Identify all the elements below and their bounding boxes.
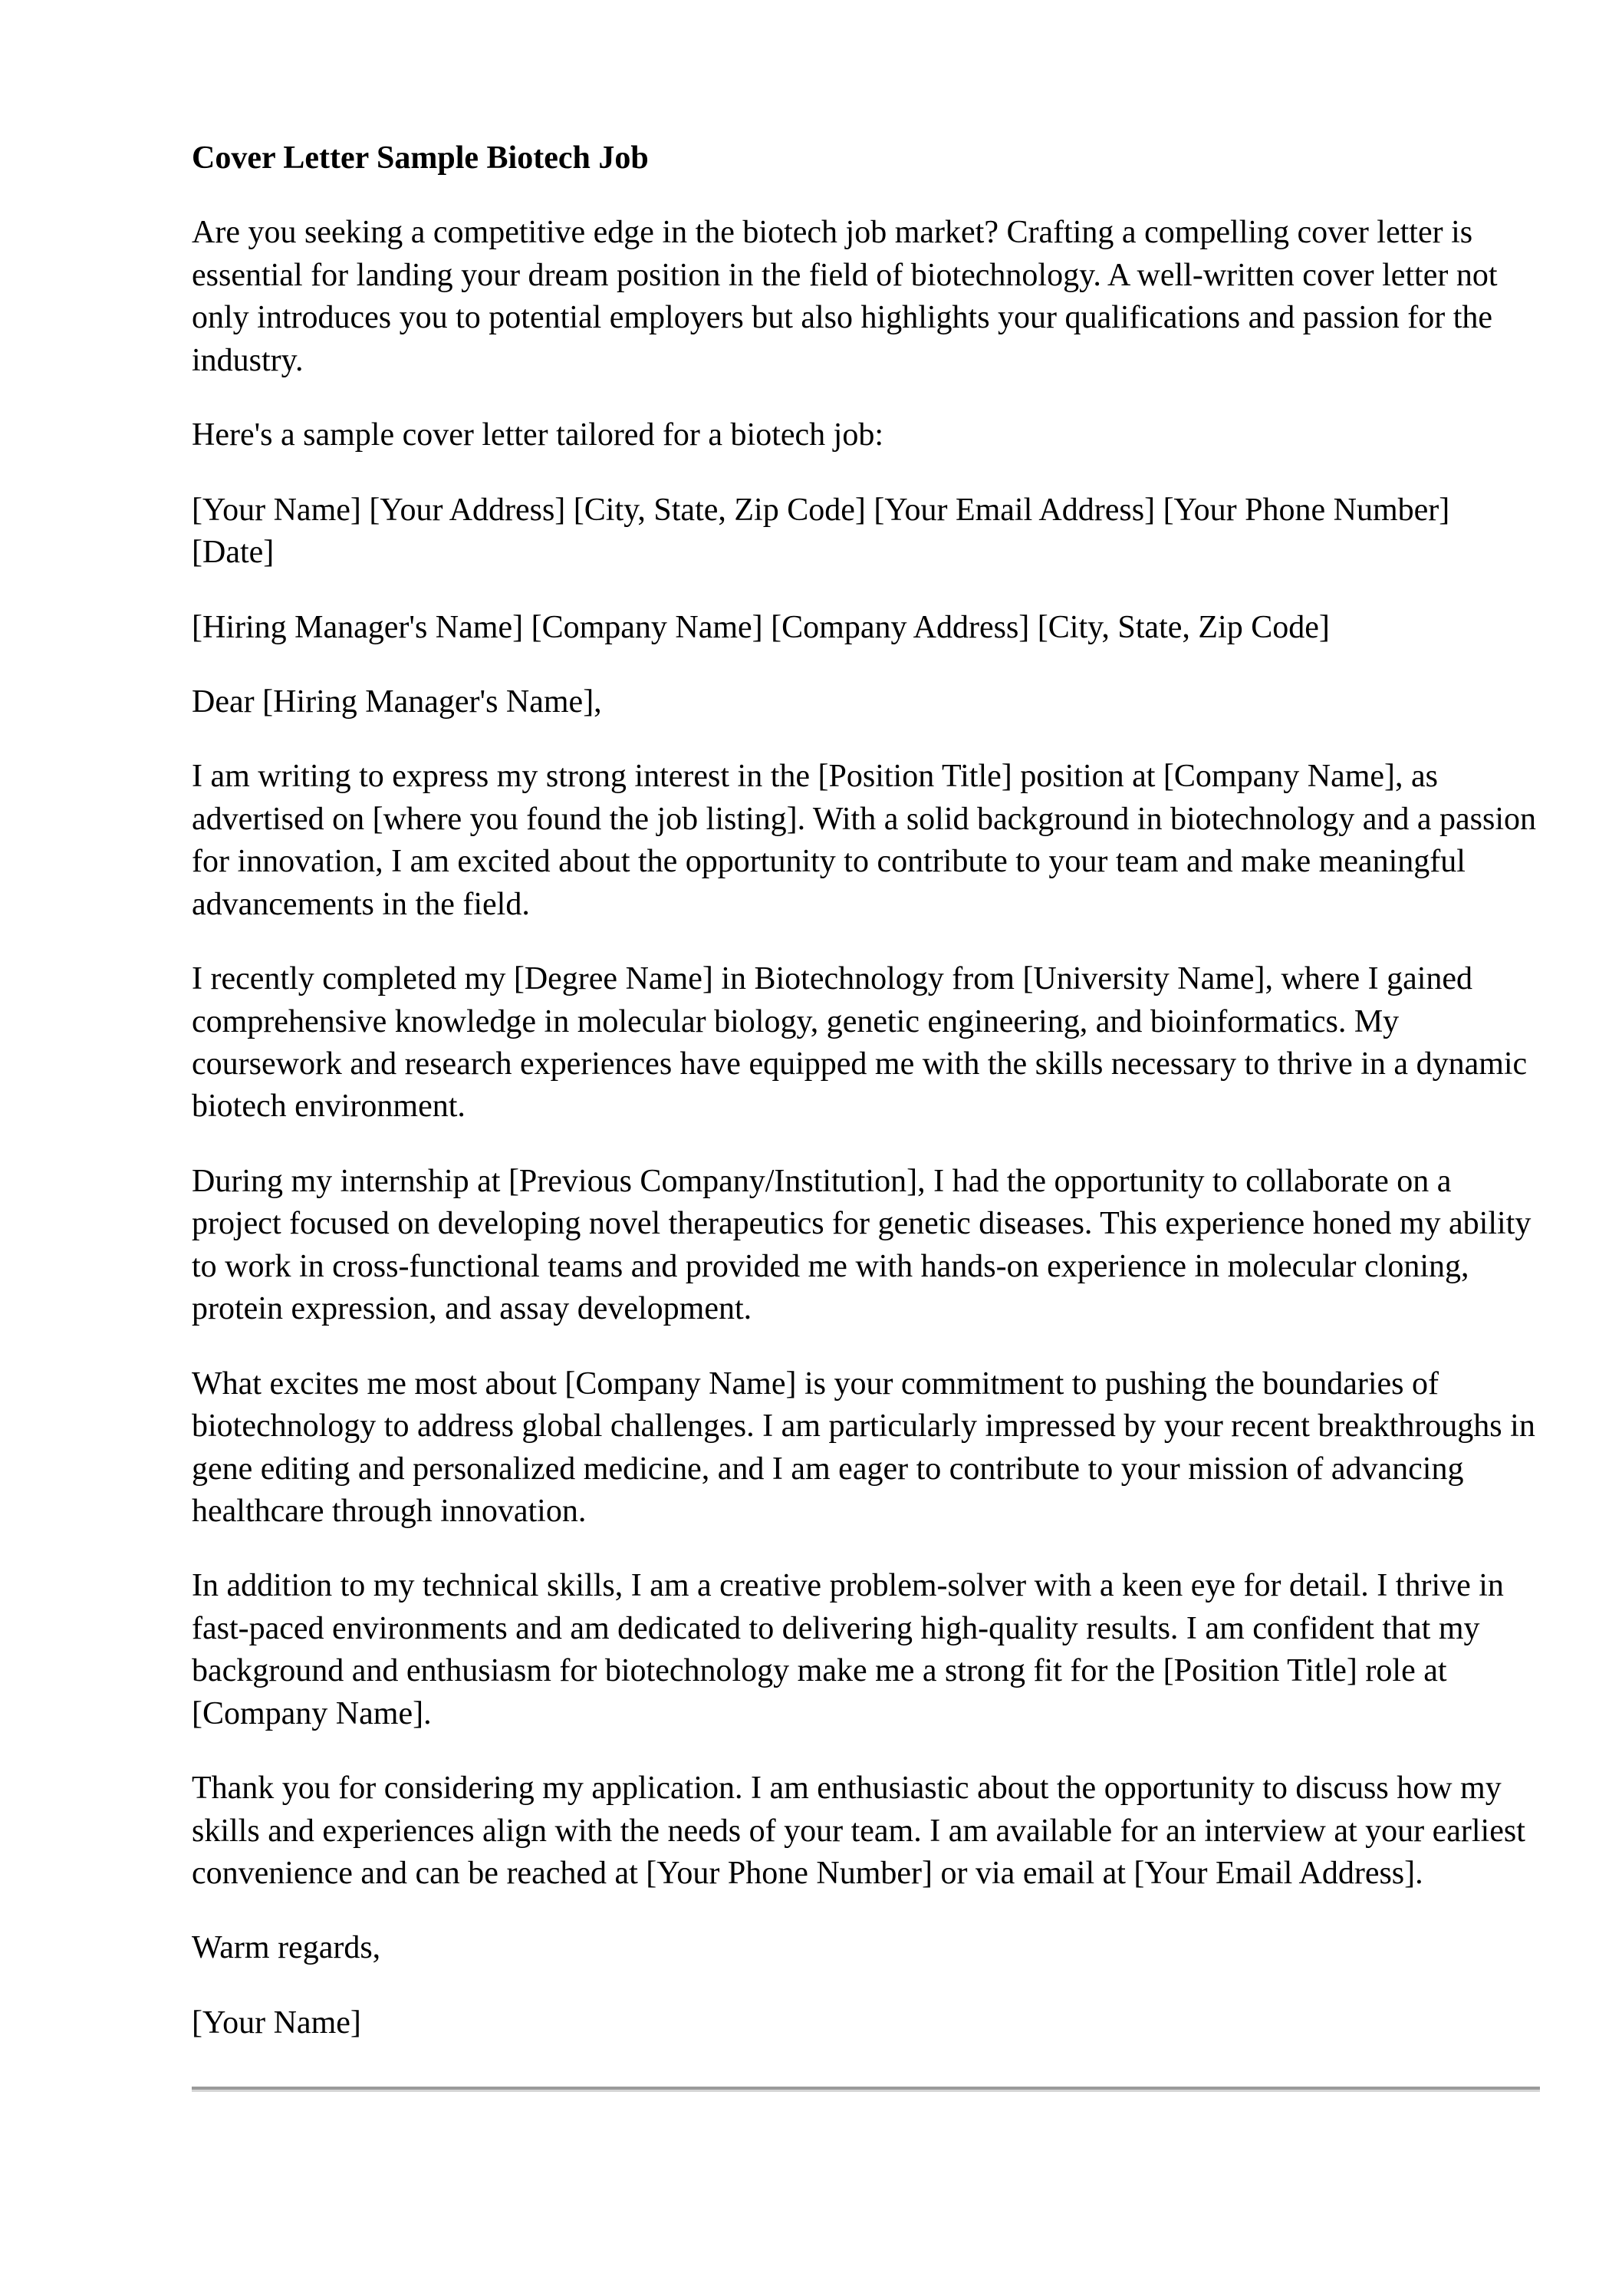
cover-letter-document (192, 0, 1540, 2092)
signature-placeholder: [Your Name] (192, 2004, 361, 2041)
sample-lead-in: Here's a sample cover letter tailored for a biotech job: (192, 417, 884, 453)
sender-info-placeholders: [Your Name] [Your Address] [City, State, Zip Code] [Your Email Address] [Your Phone Number] [Date] (192, 492, 1450, 571)
body-paragraph-internship: During my internship at [Previous Company/Institution], I had the opportunity to collaborate on a project focused on developing novel therapeutics for genetic diseases. This experience honed my ability to work in cross-functional teams and provided me with hands-on experience in molecular cloning, protein expression, and assay development. (192, 1163, 1532, 1327)
body-paragraph-education: I recently completed my [Degree Name] in Biotechnology from [University Name], where I gained comprehensive knowledge in molecular biology, genetic engineering, and bioinformatics. My coursework and research experiences have equipped me with the skills necessary to thrive in a dynamic biotech environment. (192, 961, 1528, 1125)
divider-rule (192, 2087, 1540, 2092)
body-paragraph-interest: I am writing to express my strong interest in the [Position Title] position at [Company Name], as advertised on [where you found the job listing]. With a solid background in biotechnology and a passion for innovation, I am excited about the opportunity to contribute to your team and make meaningful advancements in the field. (192, 759, 1537, 922)
salutation: Dear [Hiring Manager's Name], (192, 684, 602, 720)
recipient-info-placeholders: [Hiring Manager's Name] [Company Name] [Company Address] [City, State, Zip Code] (192, 609, 1330, 645)
body-paragraph-company-excitement: What excites me most about [Company Name] is your commitment to pushing the boundaries of biotechnology to address global challenges. I am particularly impressed by your recent breakthroughs in gene editing and personalized medicine, and I am eager to contribute to your mission of advancing healthcare through innovation. (192, 1365, 1535, 1529)
body-paragraph-skills: In addition to my technical skills, I am a creative problem-solver with a keen eye for detail. I thrive in fast-paced environments and am dedicated to delivering high-quality results. I am confident that my background and enthusiasm for biotechnology make me a strong fit for the [Position Title] role at [Company Name]. (192, 1568, 1504, 1731)
closing: Warm regards, (192, 1930, 381, 1966)
body-paragraph-thanks: Thank you for considering my application. I am enthusiastic about the opportunity to discuss how my skills and experiences align with the needs of your team. I am available for an interview at your earliest convenience and can be reached at [Your Phone Number] or via email at [Your Email Address]. (192, 1771, 1525, 1891)
document-heading: Cover Letter Sample Biotech Job (192, 140, 649, 176)
intro-paragraph: Are you seeking a competitive edge in the biotech job market? Crafting a compelling cover letter is essential for landing your dream position in the field of biotechnology. A well-written cover letter not only introduces you to potential employers but also highlights your qualifications and passion for the industry. (192, 215, 1498, 378)
